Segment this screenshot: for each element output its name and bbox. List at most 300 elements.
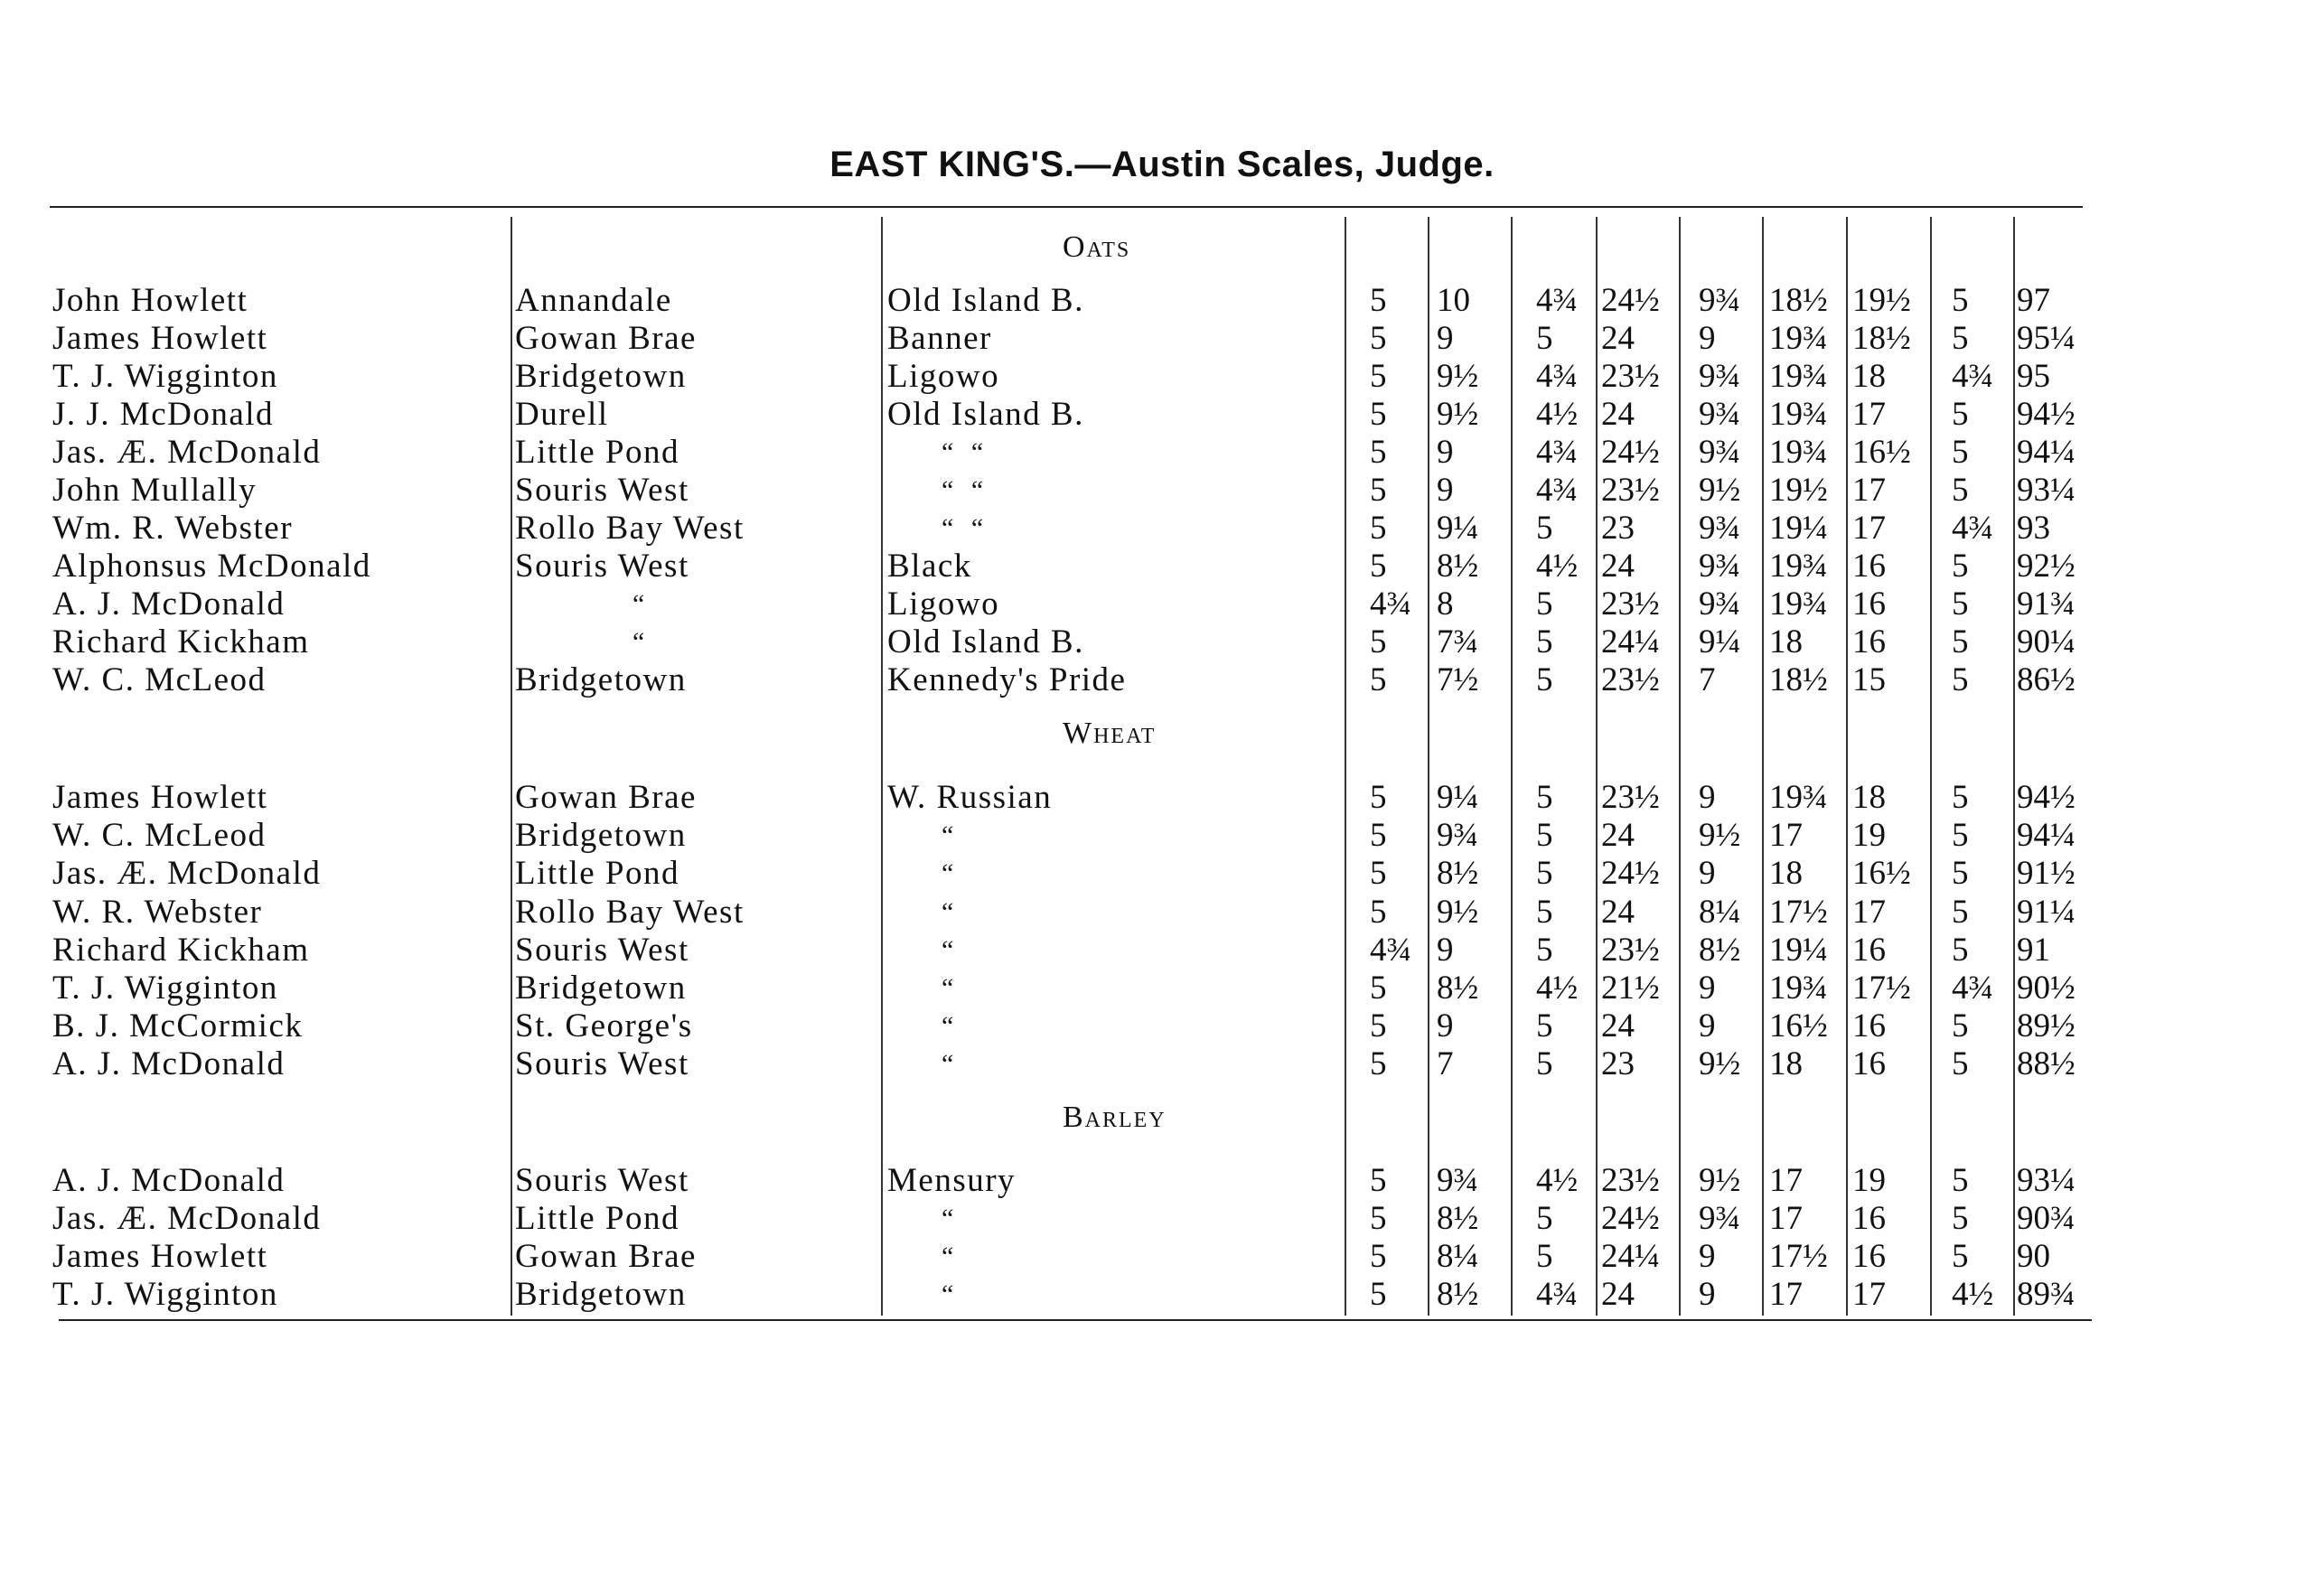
score-cell: 4¾ [1536,282,1579,319]
score-cell: 9½ [1699,472,1741,509]
score-cell: 24 [1601,894,1635,931]
score-cell: 4½ [1952,1276,1994,1313]
score-cell: 9¾ [1699,282,1741,319]
score-cell: 5 [1370,855,1387,892]
score-cell: 19¾ [1769,396,1828,433]
score-cell: 4¾ [1952,510,1994,547]
exhibitor-cell: Richard Kickham [52,623,310,661]
exhibitor-cell: Jas. Æ. McDonald [52,434,322,471]
total-score-cell: 95¼ [2017,320,2076,357]
table-row [0,1045,2324,1083]
exhibitor-cell: James Howlett [52,779,268,816]
score-cell: 17 [1852,894,1886,931]
score-cell: 5 [1952,779,1969,816]
score-cell: 5 [1370,970,1387,1007]
score-cell: 17 [1769,1200,1803,1237]
score-cell: 18½ [1852,320,1911,357]
score-cell: 9 [1437,932,1454,969]
place-cell: Souris West [515,472,689,509]
score-cell: 17 [1852,510,1886,547]
table-row [0,358,2324,396]
score-cell: 16½ [1852,855,1911,892]
table-row [0,510,2324,548]
score-cell: 16 [1852,1007,1886,1045]
score-cell: 24 [1601,548,1635,585]
place-cell: Souris West [515,1162,689,1199]
table-row [0,779,2324,817]
score-cell: 4½ [1536,970,1579,1007]
score-cell: 5 [1370,396,1387,433]
score-cell: 5 [1370,510,1387,547]
total-score-cell: 91¾ [2017,586,2076,623]
variety-cell: “ [942,858,960,888]
score-cell: 23½ [1601,932,1660,969]
exhibitor-cell: B. J. McCormick [52,1007,304,1045]
score-cell: 5 [1952,1200,1969,1237]
score-cell: 9 [1699,1238,1716,1275]
score-cell: 4¾ [1536,472,1579,509]
total-score-cell: 90½ [2017,970,2076,1007]
score-cell: 9 [1699,779,1716,816]
exhibitor-cell: James Howlett [52,1238,268,1275]
score-cell: 19½ [1769,472,1828,509]
score-cell: 9½ [1437,396,1479,433]
score-cell: 16 [1852,586,1886,623]
variety-cell: “ [942,820,960,850]
score-cell: 5 [1370,1045,1387,1082]
variety-cell: “ “ [942,475,989,505]
score-cell: 5 [1536,320,1553,357]
variety-cell: “ “ [942,513,989,543]
total-score-cell: 89¾ [2017,1276,2076,1313]
score-cell: 9 [1699,855,1716,892]
exhibitor-cell: T. J. Wigginton [52,358,278,395]
score-cell: 5 [1536,855,1553,892]
score-cell: 15 [1852,661,1886,698]
score-cell: 5 [1536,817,1553,854]
score-cell: 23½ [1601,358,1660,395]
exhibitor-cell: Jas. Æ. McDonald [52,855,322,892]
score-cell: 9½ [1437,894,1479,931]
score-cell: 24 [1601,320,1635,357]
section-heading-barley: Barley [1063,1101,1167,1134]
score-cell: 5 [1536,1045,1553,1082]
score-cell: 8½ [1437,855,1479,892]
exhibitor-cell: W. C. McLeod [52,661,267,698]
total-score-cell: 86½ [2017,661,2076,698]
exhibitor-cell: T. J. Wigginton [52,1276,278,1313]
score-cell: 9 [1437,472,1454,509]
score-cell: 5 [1536,586,1553,623]
score-cell: 7½ [1437,661,1479,698]
score-cell: 16 [1852,1200,1886,1237]
place-cell: “ [633,589,651,619]
page-title: EAST KING'S.—Austin Scales, Judge. [829,145,1495,184]
total-score-cell: 88½ [2017,1045,2076,1082]
top-rule [50,206,2083,208]
score-cell: 19¾ [1769,548,1828,585]
score-cell: 5 [1370,472,1387,509]
total-score-cell: 94½ [2017,396,2076,433]
table-row [0,320,2324,358]
score-cell: 17 [1852,1276,1886,1313]
score-cell: 17½ [1769,1238,1828,1275]
score-cell: 9 [1437,320,1454,357]
score-cell: 16 [1852,548,1886,585]
exhibitor-cell: A. J. McDonald [52,1162,286,1199]
variety-cell: Old Island B. [887,282,1084,319]
place-cell: Souris West [515,1045,689,1082]
score-cell: 5 [1952,1162,1969,1199]
score-cell: 8½ [1437,548,1479,585]
score-cell: 5 [1370,320,1387,357]
table-row [0,894,2324,932]
score-cell: 23½ [1601,1162,1660,1199]
place-cell: St. George's [515,1007,693,1045]
score-cell: 5 [1370,1238,1387,1275]
score-cell: 9 [1699,970,1716,1007]
table-row [0,1200,2324,1238]
variety-cell: Mensury [887,1162,1017,1199]
score-cell: 9½ [1699,1162,1741,1199]
score-cell: 16½ [1769,1007,1828,1045]
score-cell: 4¾ [1370,586,1412,623]
total-score-cell: 93 [2017,510,2050,547]
variety-cell: “ [942,973,960,1003]
score-cell: 5 [1952,1007,1969,1045]
score-cell: 9¾ [1699,358,1741,395]
score-cell: 9¾ [1699,434,1741,471]
score-cell: 5 [1536,1238,1553,1275]
score-cell: 9¾ [1699,548,1741,585]
place-cell: Bridgetown [515,661,687,698]
score-cell: 8 [1437,586,1454,623]
variety-cell: W. Russian [887,779,1053,816]
place-cell: Little Pond [515,1200,679,1237]
total-score-cell: 91 [2017,932,2050,969]
score-cell: 24 [1601,1276,1635,1313]
variety-cell: Old Island B. [887,623,1084,661]
score-cell: 9 [1699,320,1716,357]
place-cell: Annandale [515,282,672,319]
score-cell: 9¾ [1699,586,1741,623]
place-cell: Bridgetown [515,1276,687,1313]
score-cell: 18 [1852,779,1886,816]
score-cell: 5 [1536,661,1553,698]
variety-cell: Kennedy's Pride [887,661,1127,698]
score-cell: 16 [1852,1238,1886,1275]
score-cell: 16 [1852,623,1886,661]
total-score-cell: 89½ [2017,1007,2076,1045]
score-cell: 5 [1952,282,1969,319]
score-cell: 5 [1952,817,1969,854]
score-cell: 19¾ [1769,586,1828,623]
score-cell: 5 [1952,932,1969,969]
table-row [0,661,2324,699]
score-cell: 19¼ [1769,510,1828,547]
variety-cell: Old Island B. [887,396,1084,433]
exhibitor-cell: Wm. R. Webster [52,510,294,547]
place-cell: Little Pond [515,434,679,471]
table-row [0,472,2324,510]
table-row [0,1276,2324,1314]
score-cell: 23½ [1601,661,1660,698]
score-cell: 5 [1370,548,1387,585]
score-cell: 5 [1370,623,1387,661]
place-cell: Bridgetown [515,358,687,395]
score-cell: 5 [1370,358,1387,395]
score-cell: 5 [1952,1238,1969,1275]
score-cell: 5 [1952,548,1969,585]
table-row [0,1162,2324,1200]
score-cell: 5 [1952,623,1969,661]
table-row [0,623,2324,661]
score-cell: 18 [1769,855,1803,892]
score-cell: 9¼ [1699,623,1741,661]
score-cell: 5 [1952,855,1969,892]
score-cell: 5 [1952,894,1969,931]
score-cell: 16 [1852,1045,1886,1082]
score-cell: 19¾ [1769,970,1828,1007]
total-score-cell: 92½ [2017,548,2076,585]
score-cell: 9½ [1699,1045,1741,1082]
score-cell: 18 [1852,358,1886,395]
score-cell: 24¼ [1601,1238,1660,1275]
score-cell: 23½ [1601,472,1660,509]
score-cell: 5 [1370,434,1387,471]
total-score-cell: 90 [2017,1238,2050,1275]
score-cell: 5 [1370,779,1387,816]
score-cell: 17 [1852,472,1886,509]
score-cell: 19¾ [1769,358,1828,395]
score-cell: 9½ [1699,817,1741,854]
place-cell: Rollo Bay West [515,510,745,547]
section-heading-oats: Oats [1063,230,1131,264]
exhibitor-cell: James Howlett [52,320,268,357]
score-cell: 19½ [1852,282,1911,319]
score-cell: 5 [1370,1276,1387,1313]
variety-cell: Ligowo [887,358,1000,395]
place-cell: Bridgetown [515,970,687,1007]
score-cell: 4¾ [1952,970,1994,1007]
score-cell: 9 [1437,1007,1454,1045]
table-row [0,548,2324,586]
table-row [0,970,2324,1007]
variety-cell: “ [942,1279,960,1309]
score-cell: 4¾ [1536,434,1579,471]
total-score-cell: 95 [2017,358,2050,395]
score-cell: 17 [1852,396,1886,433]
score-cell: 8½ [1437,1276,1479,1313]
total-score-cell: 94¼ [2017,817,2076,854]
exhibitor-cell: A. J. McDonald [52,586,286,623]
score-cell: 5 [1952,434,1969,471]
exhibitor-cell: W. C. McLeod [52,817,267,854]
score-cell: 19 [1852,1162,1886,1199]
score-cell: 5 [1536,932,1553,969]
table-row [0,932,2324,970]
score-cell: 5 [1952,396,1969,433]
table-row [0,855,2324,893]
score-cell: 5 [1952,661,1969,698]
score-cell: 4¾ [1952,358,1994,395]
variety-cell: “ [942,897,960,927]
score-cell: 24½ [1601,434,1660,471]
score-cell: 19¾ [1769,320,1828,357]
score-cell: 7 [1699,661,1716,698]
score-cell: 5 [1370,1200,1387,1237]
score-cell: 5 [1370,1007,1387,1045]
variety-cell: “ [942,1049,960,1079]
score-cell: 9¼ [1437,779,1479,816]
score-cell: 24½ [1601,282,1660,319]
score-cell: 19¾ [1769,779,1828,816]
score-cell: 5 [1370,894,1387,931]
score-cell: 16½ [1852,434,1911,471]
place-cell: Little Pond [515,855,679,892]
exhibitor-cell: W. R. Webster [52,894,263,931]
table-row [0,396,2324,434]
score-cell: 9¾ [1437,817,1479,854]
total-score-cell: 94½ [2017,779,2076,816]
score-cell: 5 [1536,894,1553,931]
score-cell: 8½ [1437,970,1479,1007]
total-score-cell: 97 [2017,282,2050,319]
score-cell: 7¾ [1437,623,1479,661]
score-cell: 4¾ [1370,932,1412,969]
variety-cell: “ [942,1011,960,1041]
place-cell: Souris West [515,548,689,585]
variety-cell: Ligowo [887,586,1000,623]
score-cell: 5 [1370,661,1387,698]
table-row [0,282,2324,320]
exhibitor-cell: A. J. McDonald [52,1045,286,1082]
score-cell: 19¾ [1769,434,1828,471]
table-row [0,1238,2324,1276]
exhibitor-cell: J. J. McDonald [52,396,275,433]
score-cell: 19¼ [1769,932,1828,969]
total-score-cell: 91½ [2017,855,2076,892]
place-cell: Rollo Bay West [515,894,745,931]
score-cell: 4¾ [1536,1276,1579,1313]
score-cell: 10 [1437,282,1470,319]
score-cell: 5 [1536,779,1553,816]
score-cell: 23½ [1601,586,1660,623]
score-cell: 24 [1601,396,1635,433]
total-score-cell: 94¼ [2017,434,2076,471]
score-cell: 18 [1769,623,1803,661]
score-cell: 5 [1952,472,1969,509]
score-cell: 4½ [1536,1162,1579,1199]
score-cell: 9½ [1437,358,1479,395]
place-cell: Gowan Brae [515,1238,697,1275]
score-cell: 23 [1601,1045,1635,1082]
score-cell: 17½ [1852,970,1911,1007]
exhibitor-cell: Jas. Æ. McDonald [52,1200,322,1237]
score-cell: 17 [1769,817,1803,854]
score-cell: 5 [1370,282,1387,319]
total-score-cell: 91¼ [2017,894,2076,931]
score-cell: 18½ [1769,661,1828,698]
place-cell: Souris West [515,932,689,969]
variety-cell: “ [942,935,960,965]
score-cell: 24 [1601,817,1635,854]
score-cell: 24½ [1601,1200,1660,1237]
total-score-cell: 93¼ [2017,472,2076,509]
score-cell: 7 [1437,1045,1454,1082]
table-row [0,586,2324,623]
variety-cell: Black [887,548,972,585]
total-score-cell: 90¾ [2017,1200,2076,1237]
exhibitor-cell: Alphonsus McDonald [52,548,371,585]
score-cell: 9¾ [1699,1200,1741,1237]
score-cell: 19 [1852,817,1886,854]
exhibitor-cell: John Howlett [52,282,248,319]
score-cell: 5 [1536,1200,1553,1237]
score-cell: 18 [1769,1045,1803,1082]
score-cell: 5 [1536,1007,1553,1045]
score-cell: 24½ [1601,855,1660,892]
score-cell: 17 [1769,1276,1803,1313]
total-score-cell: 93¼ [2017,1162,2076,1199]
score-cell: 8¼ [1437,1238,1479,1275]
score-cell: 4½ [1536,548,1579,585]
score-cell: 4½ [1536,396,1579,433]
variety-cell: “ [942,1241,960,1271]
score-cell: 5 [1536,623,1553,661]
total-score-cell: 90¼ [2017,623,2076,661]
score-cell: 17½ [1769,894,1828,931]
place-cell: Bridgetown [515,817,687,854]
score-cell: 5 [1952,320,1969,357]
section-heading-wheat: Wheat [1063,717,1157,750]
score-cell: 5 [1370,1162,1387,1199]
variety-cell: “ [942,1204,960,1233]
score-cell: 9¾ [1699,510,1741,547]
score-cell: 9 [1699,1276,1716,1313]
score-cell: 5 [1536,510,1553,547]
score-cell: 9¼ [1437,510,1479,547]
score-cell: 21½ [1601,970,1660,1007]
exhibitor-cell: John Mullally [52,472,258,509]
score-cell: 9¾ [1699,396,1741,433]
score-cell: 16 [1852,932,1886,969]
score-cell: 17 [1769,1162,1803,1199]
score-cell: 5 [1370,817,1387,854]
score-cell: 9 [1437,434,1454,471]
score-cell: 5 [1952,1045,1969,1082]
variety-cell: Banner [887,320,992,357]
score-cell: 24 [1601,1007,1635,1045]
place-cell: “ [633,627,651,657]
score-cell: 8½ [1437,1200,1479,1237]
score-cell: 23½ [1601,779,1660,816]
exhibitor-cell: T. J. Wigginton [52,970,278,1007]
score-cell: 9 [1699,1007,1716,1045]
variety-cell: “ “ [942,437,989,467]
place-cell: Gowan Brae [515,779,697,816]
table-row [0,1007,2324,1045]
score-cell: 24¼ [1601,623,1660,661]
place-cell: Durell [515,396,609,433]
table-row [0,434,2324,472]
bottom-rule [59,1319,2092,1321]
score-cell: 8¼ [1699,894,1741,931]
score-cell: 8½ [1699,932,1741,969]
score-cell: 5 [1952,586,1969,623]
score-cell: 18½ [1769,282,1828,319]
score-cell: 9¾ [1437,1162,1479,1199]
